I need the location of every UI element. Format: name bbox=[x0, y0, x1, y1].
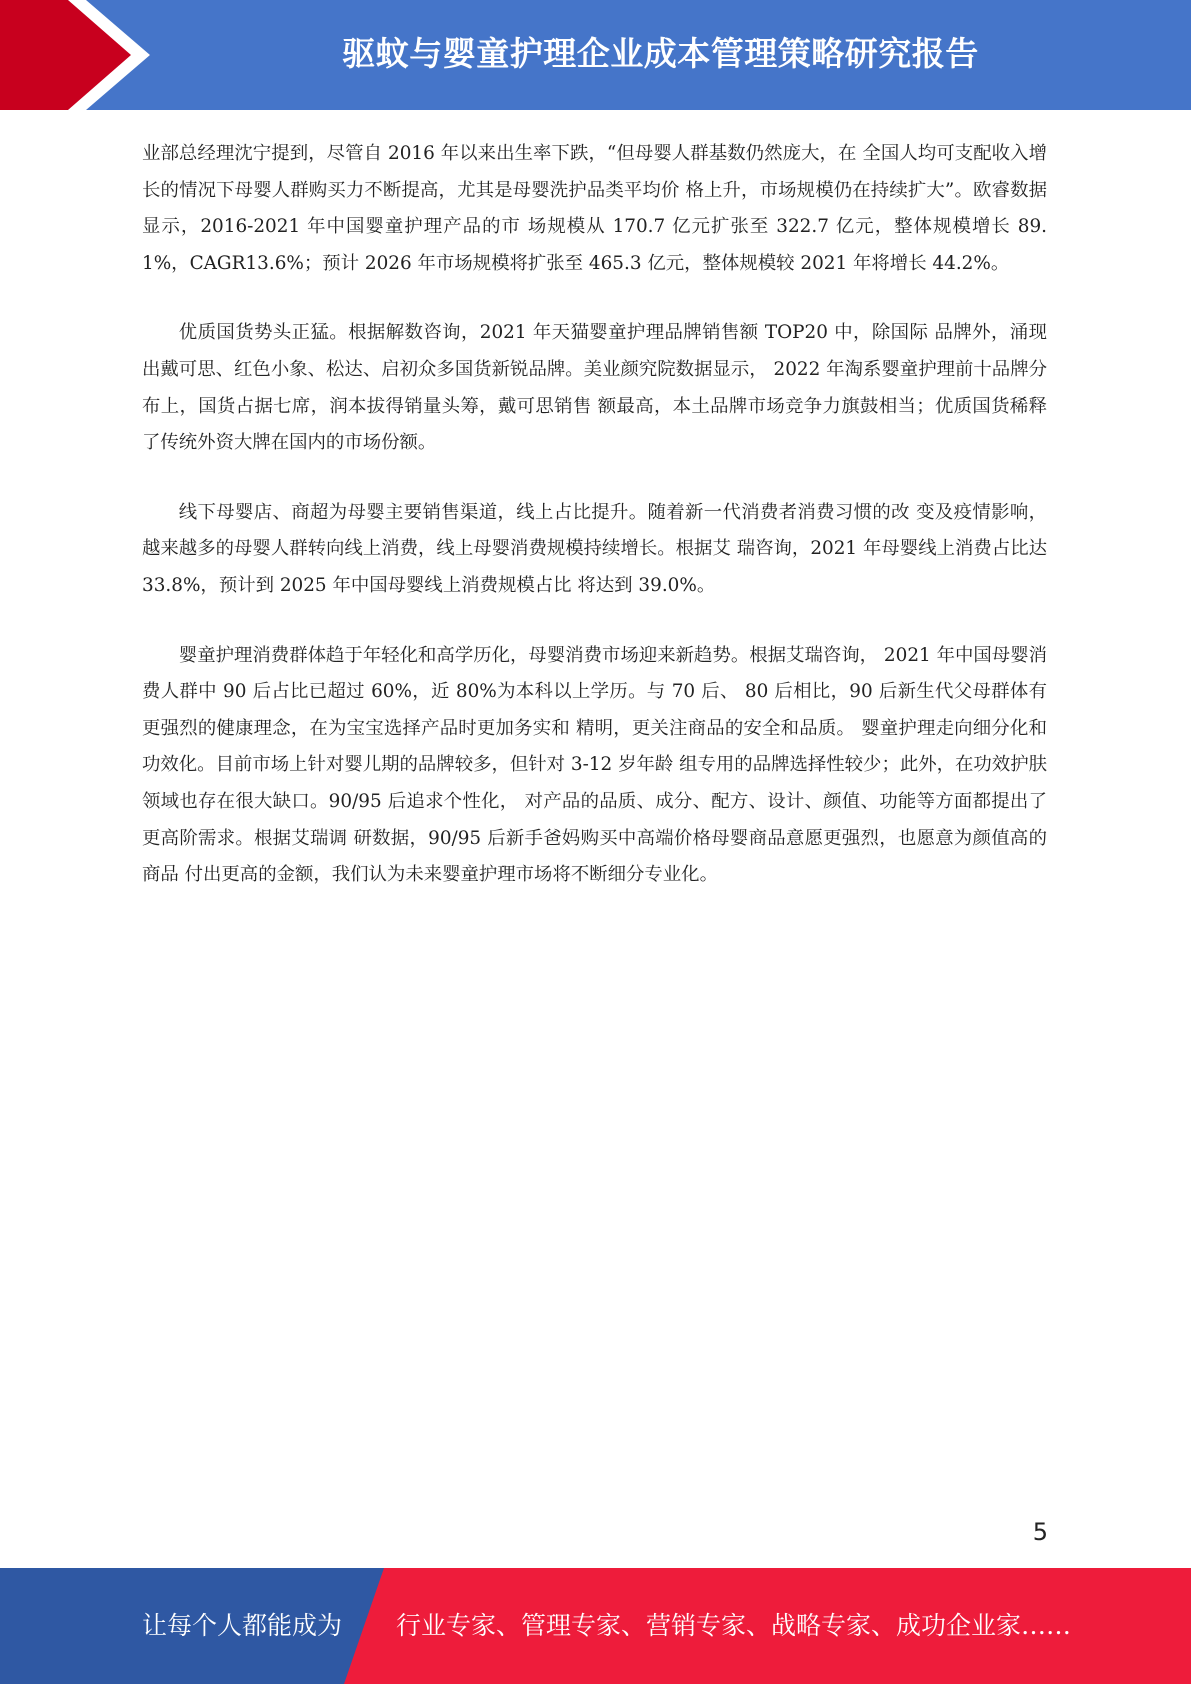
paragraph-consumer-trends: 婴童护理消费群体趋于年轻化和高学历化，母婴消费市场迎来新趋势。根据艾瑞咨询， 2021 年中国母婴消费人群中 90 后占比已超过 60%，近 80%为本科以上学历。与 70 后、 80 后相比，90 后新生代父母群体有更强烈的健康理念，在为宝宝选择产品时更加务实和 精明，更关注商品的安全和品质。 婴童护理走向细分化和功效化。目前市场上针对婴儿期的品牌较多，但针对 3-12 岁年龄 组专用的品牌选择性较少；此外，在功效护肤领域也存在很大缺口。90/95 后追求个性化， 对产品的品质、成分、配方、设计、颜值、功能等方面都提出了更高阶需求。根据艾瑞调 研数据，90/95 后新手爸妈购买中高端价格母婴商品意愿更强烈，也愿意为颜值高的商品 付出更高的金额，我们认为未来婴童护理市场将不断细分专业化。 bbox=[142, 644, 1047, 886]
report-title: 驱蚊与婴童护理企业成本管理策略研究报告 bbox=[342, 34, 979, 73]
paragraph-domestic-brands: 优质国货势头正猛。根据解数咨询，2021 年天猫婴童护理品牌销售额 TOP20 中，除国际 品牌外，涌现出戴可思、红色小象、松达、启初众多国货新锐品牌。美业颜究院数据显示， 2022 年淘系婴童护理前十品牌分布上，国货占据七席，润本拔得销量头筹，戴可思销售 额最高，本土品牌市场竞争力旗鼓相当；优质国货稀释了传统外资大牌在国内的市场份额。 bbox=[142, 322, 1047, 454]
page-header bbox=[0, 0, 1191, 110]
header-arrow-logo bbox=[0, 0, 170, 110]
footer-slogan-right: 行业专家、管理专家、营销专家、战略专家、成功企业家…… bbox=[396, 1611, 1072, 1640]
page-number: 5 bbox=[1032, 1518, 1048, 1546]
paragraph-sales-channels: 线下母婴店、商超为母婴主要销售渠道，线上占比提升。随着新一代消费者消费习惯的改 变及疫情影响，越来越多的母婴人群转向线上消费，线上母婴消费规模持续增长。根据艾 瑞咨询，2021 年母婴线上消费占比达 33.8%，预计到 2025 年中国母婴线上消费规模占比 将达到 39.0%。 bbox=[142, 501, 1047, 596]
report-body bbox=[142, 136, 1047, 927]
footer-slogan-left: 让每个人都能成为 bbox=[142, 1611, 343, 1640]
paragraph-market-size: 业部总经理沈宁提到，尽管自 2016 年以来出生率下跌，“但母婴人群基数仍然庞大，在 全国人均可支配收入增长的情况下母婴人群购买力不断提高，尤其是母婴洗护品类平均价 格上升，市场规模仍在持续扩大”。欧睿数据显示，2016-2021 年中国婴童护理产品的市 场规模从 170.7 亿元扩张至 322.7 亿元，整体规模增长 89.1%，CAGR13.6%；预计 2026 年市场规模将扩张至 465.3 亿元，整体规模较 2021 年将增长 44.2%。 bbox=[142, 143, 1047, 274]
page-footer bbox=[0, 1568, 1191, 1684]
